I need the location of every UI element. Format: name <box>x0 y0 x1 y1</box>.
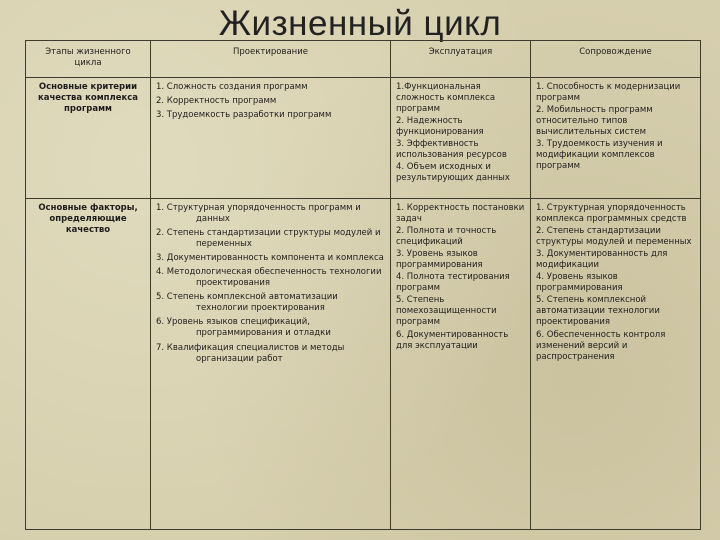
list-item: 1. Корректность постановки задач <box>396 203 525 225</box>
table-row-factors <box>26 199 701 530</box>
list-item: 1. Сложность создания программ <box>156 82 308 92</box>
row-label-text: Основные критерии качества комплекса программ <box>37 82 139 115</box>
list-item: 4. Уровень языков программирования <box>536 272 623 294</box>
header-stages: Этапы жизненного цикла <box>26 41 151 78</box>
cell-factors-maintenance <box>531 199 701 530</box>
header-operation: Эксплуатация <box>391 41 531 78</box>
list-item: 3. Документированность компонента и комплекса <box>156 253 384 264</box>
list-item: 6. Уровень языков спецификаций, программирования и отладки <box>156 317 331 339</box>
list-item: 1. Структурная упорядоченность программ и данных <box>156 203 361 225</box>
table-row-criteria <box>26 78 701 199</box>
list-item: 2. Полнота и точность спецификаций <box>396 226 497 248</box>
list-item: 4. Методологическая обеспеченность технологии проектирования <box>156 267 382 289</box>
list-item: 3. Уровень языков программирования <box>396 249 483 271</box>
list-item: 5. Степень комплексной автоматизации технологии проектирования <box>156 292 338 314</box>
lifecycle-table <box>25 40 701 530</box>
cell-criteria-operation <box>391 78 531 199</box>
list-item: 4. Полнота тестирования программ <box>396 272 510 294</box>
list-item: 1. Структурная упорядоченность комплекса программных средств <box>536 203 687 225</box>
header-row <box>26 41 701 78</box>
list-item: 6. Обеспеченность контроля изменений версий и распространения <box>536 329 666 362</box>
list-item: 2. Мобильность программ относительно типов вычислительных систем <box>536 105 653 138</box>
row-label-text: Основные факторы, определяющие качество <box>38 203 138 236</box>
list-item: 3. Эффективность использования ресурсов <box>396 139 507 161</box>
list-item: 3. Трудоемкость разработки программ <box>156 110 332 121</box>
cell-criteria-maintenance <box>531 78 701 199</box>
list-item: 2. Надежность функционирования <box>396 116 484 138</box>
list-item: 2. Корректность программ <box>156 96 277 107</box>
row-label-criteria <box>26 78 151 199</box>
list-item: 5. Степень комплексной автоматизации технологии проектирования <box>536 295 660 328</box>
cell-factors-operation <box>391 199 531 530</box>
list-item: 7. Квалификация специалистов и методы организации работ <box>156 342 345 364</box>
header-maintenance: Сопровождение <box>531 41 701 78</box>
list-item: 1. Способность к модернизации программ <box>536 82 681 104</box>
list-item: 5. Степень помехозащищенности программ <box>396 295 497 328</box>
list-item: 1.Функциональная сложность комплекса программ <box>396 82 496 115</box>
list-item: 3. Документированность для модификации <box>536 249 668 271</box>
list-item: 4. Объем исходных и результирующих данных <box>396 162 510 184</box>
list-item: 6. Документированность для эксплуатации <box>396 329 509 351</box>
header-design: Проектирование <box>151 41 391 78</box>
list-item: 2. Степень стандартизации структуры модулей и переменных <box>536 226 692 248</box>
list-item: 2. Степень стандартизации структуры модулей и переменных <box>156 228 381 250</box>
row-label-factors <box>26 199 151 530</box>
cell-criteria-design <box>151 78 391 199</box>
page-title: Жизненный цикл <box>218 4 502 43</box>
cell-factors-design <box>151 199 391 530</box>
list-item: 3. Трудоемкость изучения и модификации комплексов программ <box>536 139 663 172</box>
